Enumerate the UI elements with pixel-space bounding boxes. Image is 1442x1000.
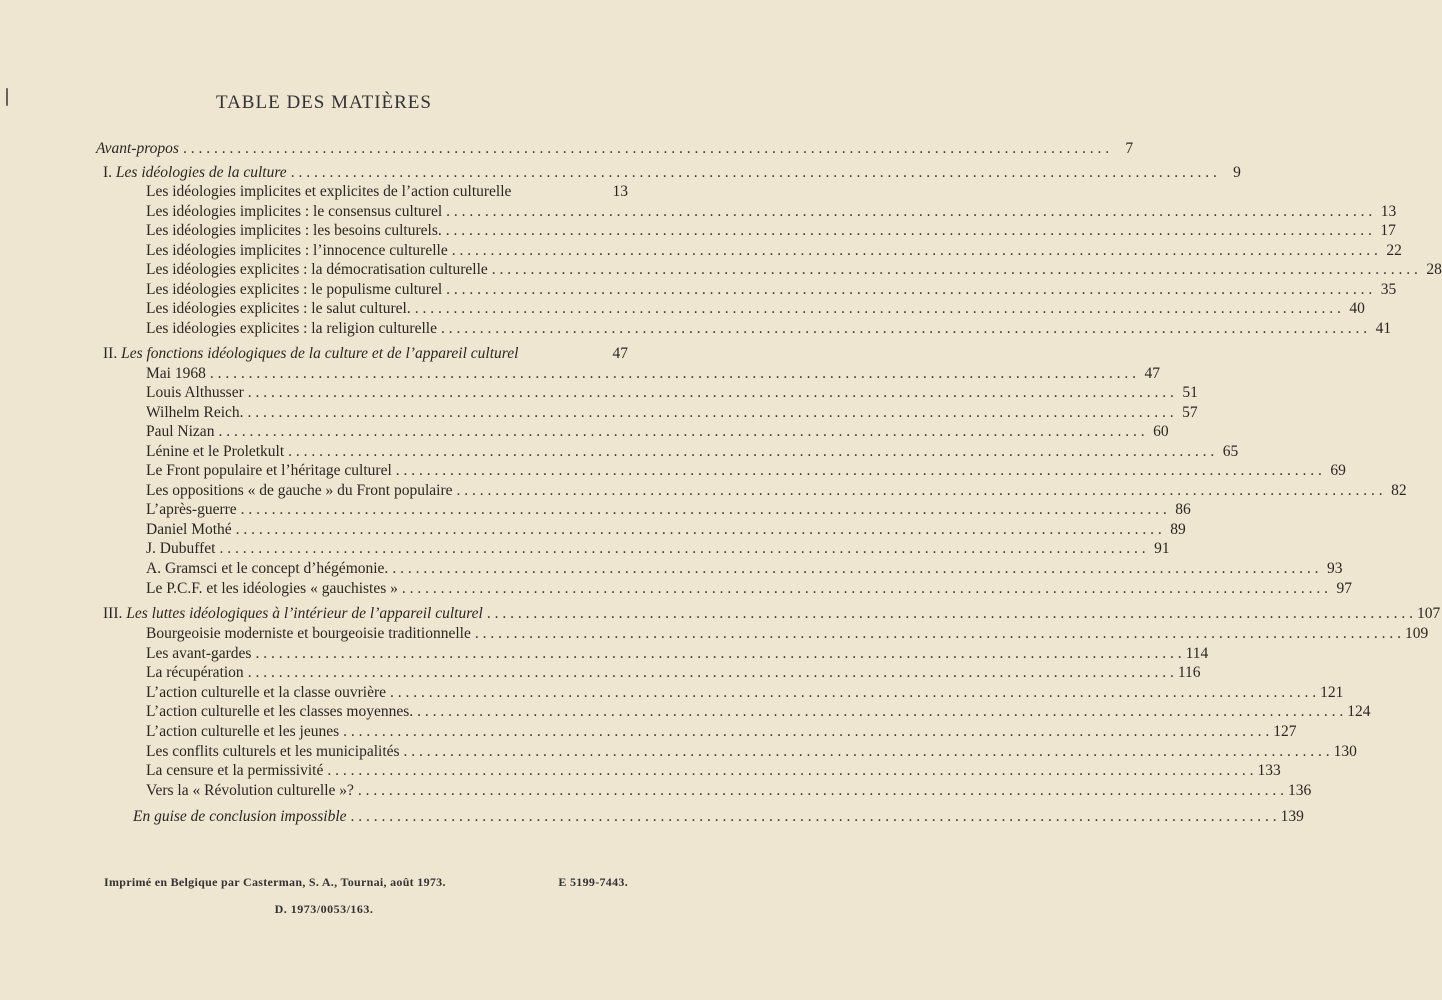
printer-line: Imprimé en Belgique par Casterman, S. A., Tournai, août 1973. <box>104 875 446 889</box>
toc-page-number: 130 <box>1333 743 1357 760</box>
toc-entry <box>133 808 1304 828</box>
toc-entry-title: Paul Nizan <box>146 423 215 440</box>
toc-entry-label <box>146 222 442 240</box>
toc-entry <box>146 664 1201 684</box>
toc-entry-label <box>146 521 232 539</box>
toc-leader-dots: . . . . . . . . . . . . . . . . . . . . . . . . . . . . . . . . . . . . . . . . . . . . . . . . . . . . . . . . . . . . . . . . . . . . . . . . . . . . . . . . . . . . . . . . . . . . . . . . . . . . . . . . . . . . . . . . . . . . . . . . <box>357 782 1285 799</box>
toc-entry-title: Les idéologies de la culture <box>115 164 287 181</box>
legal-deposit: D. 1973/0053/163. <box>274 902 374 916</box>
toc-leader-dots: . . . . . . . . . . . . . . . . . . . . . . . . . . . . . . . . . . . . . . . . . . . . . . . . . . . . . . . . . . . . . . . . . . . . . . . . . . . . . . . . . . . . . . . . . . . . . . . . . . . . . . . . . . . . . . . . . . . . . . . . <box>451 242 1378 259</box>
toc-page-number: 47 <box>1144 365 1160 382</box>
toc-entry-title: Les idéologies explicites : la religion culturelle <box>146 320 437 337</box>
toc-entry <box>146 762 1281 782</box>
toc-page-number: 89 <box>1170 521 1186 538</box>
toc-entry <box>146 482 1407 502</box>
page-title: TABLE DES MATIÈRES <box>216 92 432 113</box>
toc-entry <box>146 443 1239 463</box>
toc-entry-label <box>146 625 471 643</box>
toc-leader-dots: . . . . . . . . . . . . . . . . . . . . . . . . . . . . . . . . . . . . . . . . . . . . . . . . . . . . . . . . . . . . . . . . . . . . . . . . . . . . . . . . . . . . . . . . . . . . . . . . . . . . . . . . . . . . . . . . . . . . . . . . <box>350 808 1277 825</box>
toc-entry <box>146 723 1297 743</box>
toc-entry-label <box>96 140 179 158</box>
toc-leader-dots: . . . . . . . . . . . . . . . . . . . . . . . . . . . . . . . . . . . . . . . . . . . . . . . . . . . . . . . . . . . . . . . . . . . . . . . . . . . . . . . . . . . . . . . . . . . . . . . . . . . . . . . . . . . . . . . . . . . . . . . . <box>403 743 1330 760</box>
toc-entry <box>103 164 1241 184</box>
toc-page-number: 47 <box>612 345 628 362</box>
toc-entry-title: Les idéologies implicites : le consensus culturel <box>146 203 443 220</box>
toc-entry <box>146 300 1365 320</box>
toc-entry <box>146 521 1186 541</box>
toc-page-number: 17 <box>1380 222 1396 239</box>
toc-page-number: 28 <box>1426 261 1442 278</box>
toc-entry-title: Les conflits culturels et les municipalités <box>146 743 400 760</box>
toc-entry-label <box>146 183 511 201</box>
toc-section-number: II. <box>103 345 118 362</box>
toc-leader-dots: . . . . . . . . . . . . . . . . . . . . . . . . . . . . . . . . . . . . . . . . . . . . . . . . . . . . . . . . . . . . . . . . . . . . . . . . . . . . . . . . . . . . . . . . . . . . . . . . . . . . . . . . . . . . . . . . . . . . . . . . <box>456 482 1383 499</box>
toc-entry-label <box>103 605 483 623</box>
toc-page-number: 109 <box>1404 625 1429 642</box>
toc-entry-title: L’action culturelle et les classes moyennes. <box>146 703 414 720</box>
toc-entry <box>146 242 1402 262</box>
toc-leader-dots: . . . . . . . . . . . . . . . . . . . . . . . . . . . . . . . . . . . . . . . . . . . . . . . . . . . . . . . . . . . . . . . . . . . . . . . . . . . . . . . . . . . . . . . . . . . . . . . . . . . . . . . . . . . . . . . . . . . . . . . . <box>401 580 1329 597</box>
toc-page-number: 93 <box>1326 560 1343 577</box>
toc-leader-dots: . . . . . . . . . . . . . . . . . . . . . . . . . . . . . . . . . . . . . . . . . . . . . . . . . . . . . . . . . . . . . . . . . . . . . . . . . . . . . . . . . . . . . . . . . . . . . . . . . . . . . . . . . . . . . . . . . . . . . . . . <box>247 664 1174 681</box>
toc-entry-label <box>146 482 453 500</box>
toc-entry <box>103 345 628 365</box>
toc-entry <box>146 743 1357 763</box>
toc-entry-label <box>146 423 214 441</box>
toc-entry-title: Les fonctions idéologiques de la culture et de l’appareil culturel <box>121 345 519 362</box>
toc-entry <box>146 625 1429 645</box>
toc-page-number: 57 <box>1182 404 1198 421</box>
toc-entry <box>103 605 1441 625</box>
toc-page-number: 114 <box>1185 645 1209 662</box>
toc-leader-dots: . . . . . . . . . . . . . . . . . . . . . . . . . . . . . . . . . . . . . . . . . . . . . . . . . . . . . . . . . . . . . . . . . . . . . . . . . . . . . . . . . . . . . . . . . . . . . . . . . . . . . . . . . . . . . . . . . . . . . . . . <box>219 540 1146 557</box>
toc-leader-dots: . . . . . . . . . . . . . . . . . . . . . . . . . . . . . . . . . . . . . . . . . . . . . . . . . . . . . . . . . . . . . . . . . . . . . . . . . . . . . . . . . . . . . . . . . . . . . . . . . . . . . . . . . . . . . . . . . . . . . . . . <box>235 521 1162 538</box>
toc-entry <box>146 580 1353 600</box>
toc-entry-label <box>146 782 354 800</box>
printer-imprint <box>104 875 628 890</box>
toc-leader-dots: . . . . . . . . . . . . . . . . . . . . . . . . . . . . . . . . . . . . . . . . . . . . . . . . . . . . . . . . . . . . . . . . . . . . . . . . . . . . . . . . . . . . . . . . . . . . . . . . . . . . . . . . . . . . . . . . . . . . . . . . <box>288 443 1215 460</box>
toc-entry <box>146 684 1344 704</box>
toc-entry-title: Le Front populaire et l’héritage culturel <box>146 462 392 479</box>
toc-entry-label <box>146 560 388 578</box>
print-code: E 5199-7443. <box>558 875 628 889</box>
toc-entry-title: L’action culturelle et les jeunes <box>146 723 340 740</box>
toc-section-number: III. <box>103 605 123 622</box>
toc-entry-label <box>146 723 339 741</box>
toc-page-number: 139 <box>1280 808 1304 825</box>
toc-page-number: 82 <box>1391 482 1407 499</box>
toc-page-number: 133 <box>1257 762 1281 779</box>
toc-entry-title: Les idéologies explicites : le populisme culturel <box>146 281 443 298</box>
toc-entry-title: Vers la « Révolution culturelle »? <box>146 782 354 799</box>
toc-entry-label <box>146 203 442 221</box>
toc-entry-title: Les idéologies explicites : la démocratisation culturelle <box>146 261 488 278</box>
toc-entry-title: Les avant-gardes <box>146 645 252 662</box>
toc-entry-title: L’action culturelle et la classe ouvrière <box>146 684 387 701</box>
toc-entry <box>146 540 1170 560</box>
toc-leader-dots: . . . . . . . . . . . . . . . . . . . . . . . . . . . . . . . . . . . . . . . . . . . . . . . . . . . . . . . . . . . . . . . . . . . . . . . . . . . . . . . . . . . . . . . . . . . . . . . . . . . . . . . . . . . . . . . . . . . . . . . . <box>486 605 1413 622</box>
toc-entry-label <box>146 242 448 260</box>
toc-entry <box>146 261 1442 281</box>
toc-entry-label <box>146 384 244 402</box>
toc-entry-label <box>146 300 411 318</box>
toc-entry-title: J. Dubuffet <box>146 540 216 557</box>
toc-entry-title: A. Gramsci et le concept d’hégémonie. <box>146 560 389 577</box>
toc-leader-dots: . . . . . . . . . . . . . . . . . . . . . . . . . . . . . . . . . . . . . . . . . . . . . . . . . . . . . . . . . . . . . . . . . . . . . . . . . . . . . . . . . . . . . . . . . . . . . . . . . . . . . . . . . . . . . . . . . . . . . . . . <box>395 462 1322 479</box>
toc-page-number: 127 <box>1273 723 1297 740</box>
toc-entry-label <box>146 365 206 383</box>
toc-leader-dots: . . . . . . . . . . . . . . . . . . . . . . . . . . . . . . . . . . . . . . . . . . . . . . . . . . . . . . . . . . . . . . . . . . . . . . . . . . . . . . . . . . . . . . . . . . . . . . . . . . . . . . . . . . . . . . . . . . . . . . . . <box>343 723 1270 740</box>
toc-leader-dots: . . . . . . . . . . . . . . . . . . . . . . . . . . . . . . . . . . . . . . . . . . . . . . . . . . . . . . . . . . . . . . . . . . . . . . . . . . . . . . . . . . . . . . . . . . . . . . . . . . . . . . . . . . . . . . . . . . . . . . . . <box>327 762 1254 779</box>
toc-entry <box>146 384 1198 404</box>
toc-entry <box>146 703 1371 723</box>
toc-entry-title: Avant-propos <box>96 140 179 157</box>
toc-leader-dots: . . . . . . . . . . . . . . . . . . . . . . . . . . . . . . . . . . . . . . . . . . . . . . . . . . . . . . . . . . . . . . . . . . . . . . . . . . . . . . . . . . . . . . . . . . . . . . . . . . . . . . . . . . . . . . . . . . . . . . . . <box>440 320 1368 337</box>
toc-entry-label <box>146 320 437 338</box>
toc-entry-label <box>146 462 392 480</box>
toc-section-number: I. <box>103 164 113 181</box>
toc-entry-label <box>146 540 215 558</box>
toc-leader-dots: . . . . . . . . . . . . . . . . . . . . . . . . . . . . . . . . . . . . . . . . . . . . . . . . . . . . . . . . . . . . . . . . . . . . . . . . . . . . . . . . . . . . . . . . . . . . . . . . . . . . . . . . . . . . . . . . . . . . . . . . <box>240 501 1167 518</box>
toc-entry-label <box>146 501 237 519</box>
toc-entry-label <box>103 164 287 182</box>
toc-page-number: 97 <box>1336 580 1353 597</box>
toc-entry-title: Les idéologies explicites : le salut culturel. <box>146 300 411 317</box>
toc-leader-dots: . . . . . . . . . . . . . . . . . . . . . . . . . . . . . . . . . . . . . . . . . . . . . . . . . . . . . . . . . . . . . . . . . . . . . . . . . . . . . . . . . . . . . . . . . . . . . . . . . . . . . . . . . . . . . . . . . . . . . . . . <box>446 281 1373 298</box>
toc-entry-label <box>146 703 413 721</box>
toc-leader-dots: . . . . . . . . . . . . . . . . . . . . . . . . . . . . . . . . . . . . . . . . . . . . . . . . . . . . . . . . . . . . . . . . . . . . . . . . . . . . . . . . . . . . . . . . . . . . . . . . . . . . . . . . . . . . . . . . . . . . . . . . <box>290 164 1217 181</box>
toc-page-number: 69 <box>1330 462 1346 479</box>
toc-entry-label <box>146 762 323 780</box>
toc-leader-dots: . . . . . . . . . . . . . . . . . . . . . . . . . . . . . . . . . . . . . . . . . . . . . . . . . . . . . . . . . . . . . . . . . . . . . . . . . . . . . . . . . . . . . . . . . . . . . . . . . . . . . . . . . . . . . . . . . . . . . . . . <box>414 300 1341 317</box>
toc-entry-label <box>146 684 386 702</box>
toc-entry <box>146 462 1346 482</box>
toc-entry-title: Les luttes idéologiques à l’intérieur de l’appareil culturel <box>126 605 483 622</box>
toc-entry-title: Le P.C.F. et les idéologies « gauchistes » <box>146 580 398 597</box>
toc-entry-label <box>133 808 347 826</box>
toc-entry-label <box>103 345 518 363</box>
toc-entry <box>146 501 1191 521</box>
toc-page-number: 35 <box>1380 281 1397 298</box>
toc-entry <box>146 183 628 203</box>
toc-leader-dots: . . . . . . . . . . . . . . . . . . . . . . . . . . . . . . . . . . . . . . . . . . . . . . . . . . . . . . . . . . . . . . . . . . . . . . . . . . . . . . . . . . . . . . . . . . . . . . . . . . . . . . . . . . . . . . . . . . . . . . . . <box>446 203 1373 220</box>
toc-entry-title: Wilhelm Reich. <box>146 404 244 421</box>
toc-entry <box>146 645 1209 665</box>
toc-leader-dots: . . . . . . . . . . . . . . . . . . . . . . . . . . . . . . . . . . . . . . . . . . . . . . . . . . . . . . . . . . . . . . . . . . . . . . . . . . . . . . . . . . . . . . . . . . . . . . . . . . . . . . . . . . . . . . . . . . . . . . . . <box>218 423 1145 440</box>
toc-page-number: 22 <box>1386 242 1402 259</box>
toc-entry <box>146 222 1396 242</box>
toc-entry-label <box>146 261 488 279</box>
toc-entry-title: Les idéologies implicites et explicites de l’action culturelle <box>146 183 512 200</box>
toc-entry <box>146 404 1198 424</box>
toc-leader-dots: . . . . . . . . . . . . . . . . . . . . . . . . . . . . . . . . . . . . . . . . . . . . . . . . . . . . . . . . . . . . . . . . . . . . . . . . . . . . . . . . . . . . . . . . . . . . . . . . . . . . . . . . . . . . . . . . . . . . . . . . <box>209 365 1136 382</box>
toc-entry-title: Daniel Mothé <box>146 521 232 538</box>
toc-leader-dots: . . . . . . . . . . . . . . . . . . . . . . . . . . . . . . . . . . . . . . . . . . . . . . . . . . . . . . . . . . . . . . . . . . . . . . . . . . . . . . . . . . . . . . . . . . . . . . . . . . . . . . . . . . . . . . . . . . . . . . . . <box>390 684 1317 701</box>
toc-page-number: 7 <box>1125 140 1134 157</box>
toc-entry-label <box>146 743 400 761</box>
toc-page-number: 13 <box>612 183 628 200</box>
toc-entry <box>146 320 1392 340</box>
toc-page-number: 65 <box>1222 443 1239 460</box>
toc-entry-title: Bourgeoisie moderniste et bourgeoisie traditionnelle <box>146 625 471 642</box>
toc-page-number: 9 <box>1233 164 1241 181</box>
toc-leader-dots: . . . . . . . . . . . . . . . . . . . . . . . . . . . . . . . . . . . . . . . . . . . . . . . . . . . . . . . . . . . . . . . . . . . . . . . . . . . . . . . . . . . . . . . . . . . . . . . . . . . . . . . . . . . . . . . . . . . . . . . . <box>417 703 1344 720</box>
toc-leader-dots: . . . . . . . . . . . . . . . . . . . . . . . . . . . . . . . . . . . . . . . . . . . . . . . . . . . . . . . . . . . . . . . . . . . . . . . . . . . . . . . . . . . . . . . . . . . . . . . . . . . . . . . . . . . . . . . . . . . . . . . . <box>474 625 1401 642</box>
toc-page-number: 13 <box>1380 203 1397 220</box>
toc-leader-dots: . . . . . . . . . . . . . . . . . . . . . . . . . . . . . . . . . . . . . . . . . . . . . . . . . . . . . . . . . . . . . . . . . . . . . . . . . . . . . . . . . . . . . . . . . . . . . . . . . . . . . . . . . . . . . . . . . . . . . . . . <box>247 404 1174 421</box>
toc-entry-label <box>146 580 398 598</box>
toc-entry-title: Les idéologies implicites : l’innocence culturelle <box>146 242 448 259</box>
toc-page-number: 60 <box>1153 423 1169 440</box>
toc-page-number: 51 <box>1182 384 1198 401</box>
toc-entry-label <box>146 404 244 422</box>
toc-entry-title: La récupération <box>146 664 244 681</box>
toc-entry-title: Les oppositions « de gauche » du Front populaire <box>146 482 453 499</box>
toc-entry <box>146 203 1397 223</box>
toc-page-number: 41 <box>1375 320 1392 337</box>
toc-entry-title: L’après-guerre <box>146 501 237 518</box>
toc-entry-title: Lénine et le Proletkult <box>146 443 285 460</box>
toc-entry-label <box>146 281 442 299</box>
toc-page-number: 86 <box>1175 501 1191 518</box>
toc-entry <box>146 423 1169 443</box>
toc-page-number: 107 <box>1416 605 1441 622</box>
toc-entry-title: En guise de conclusion impossible <box>133 808 347 825</box>
toc-entry-label <box>146 645 251 663</box>
toc-leader-dots: . . . . . . . . . . . . . . . . . . . . . . . . . . . . . . . . . . . . . . . . . . . . . . . . . . . . . . . . . . . . . . . . . . . . . . . . . . . . . . . . . . . . . . . . . . . . . . . . . . . . . . . . . . . . . . . . . . . . . . . . <box>247 384 1174 401</box>
toc-entry <box>146 281 1397 301</box>
toc-leader-dots: . . . . . . . . . . . . . . . . . . . . . . . . . . . . . . . . . . . . . . . . . . . . . . . . . . . . . . . . . . . . . . . . . . . . . . . . . . . . . . . . . . . . . . . . . . . . . . . . . . . . . . . . . . . . . . . . . . . . . . . . <box>182 140 1110 157</box>
toc-entry <box>96 140 1134 160</box>
toc-entry-title: La censure et la permissivité <box>146 762 324 779</box>
toc-page-number: 136 <box>1288 782 1312 799</box>
toc-entry-title: Les idéologies implicites : les besoins culturels. <box>146 222 442 239</box>
toc-entry <box>146 782 1312 802</box>
toc-entry <box>146 365 1160 385</box>
toc-page-number: 91 <box>1154 540 1170 557</box>
toc-page-number: 124 <box>1347 703 1371 720</box>
toc-entry <box>146 560 1343 580</box>
toc-leader-dots: . . . . . . . . . . . . . . . . . . . . . . . . . . . . . . . . . . . . . . . . . . . . . . . . . . . . . . . . . . . . . . . . . . . . . . . . . . . . . . . . . . . . . . . . . . . . . . . . . . . . . . . . . . . . . . . . . . . . . . . . <box>491 261 1418 278</box>
toc-entry-label <box>146 443 284 461</box>
toc-page-number: 121 <box>1320 684 1344 701</box>
toc-leader-dots: . . . . . . . . . . . . . . . . . . . . . . . . . . . . . . . . . . . . . . . . . . . . . . . . . . . . . . . . . . . . . . . . . . . . . . . . . . . . . . . . . . . . . . . . . . . . . . . . . . . . . . . . . . . . . . . . . . . . . . . . <box>392 560 1319 577</box>
toc-entry-title: Mai 1968 <box>146 365 206 382</box>
toc-leader-dots: . . . . . . . . . . . . . . . . . . . . . . . . . . . . . . . . . . . . . . . . . . . . . . . . . . . . . . . . . . . . . . . . . . . . . . . . . . . . . . . . . . . . . . . . . . . . . . . . . . . . . . . . . . . . . . . . . . . . . . . . <box>255 645 1182 662</box>
toc-page-number: 40 <box>1349 300 1365 317</box>
toc-entry-title: Louis Althusser <box>146 384 244 401</box>
toc-leader-dots: . . . . . . . . . . . . . . . . . . . . . . . . . . . . . . . . . . . . . . . . . . . . . . . . . . . . . . . . . . . . . . . . . . . . . . . . . . . . . . . . . . . . . . . . . . . . . . . . . . . . . . . . . . . . . . . . . . . . . . . . <box>445 222 1372 239</box>
toc-entry-label <box>146 664 244 682</box>
toc-page-number: 116 <box>1177 664 1201 681</box>
